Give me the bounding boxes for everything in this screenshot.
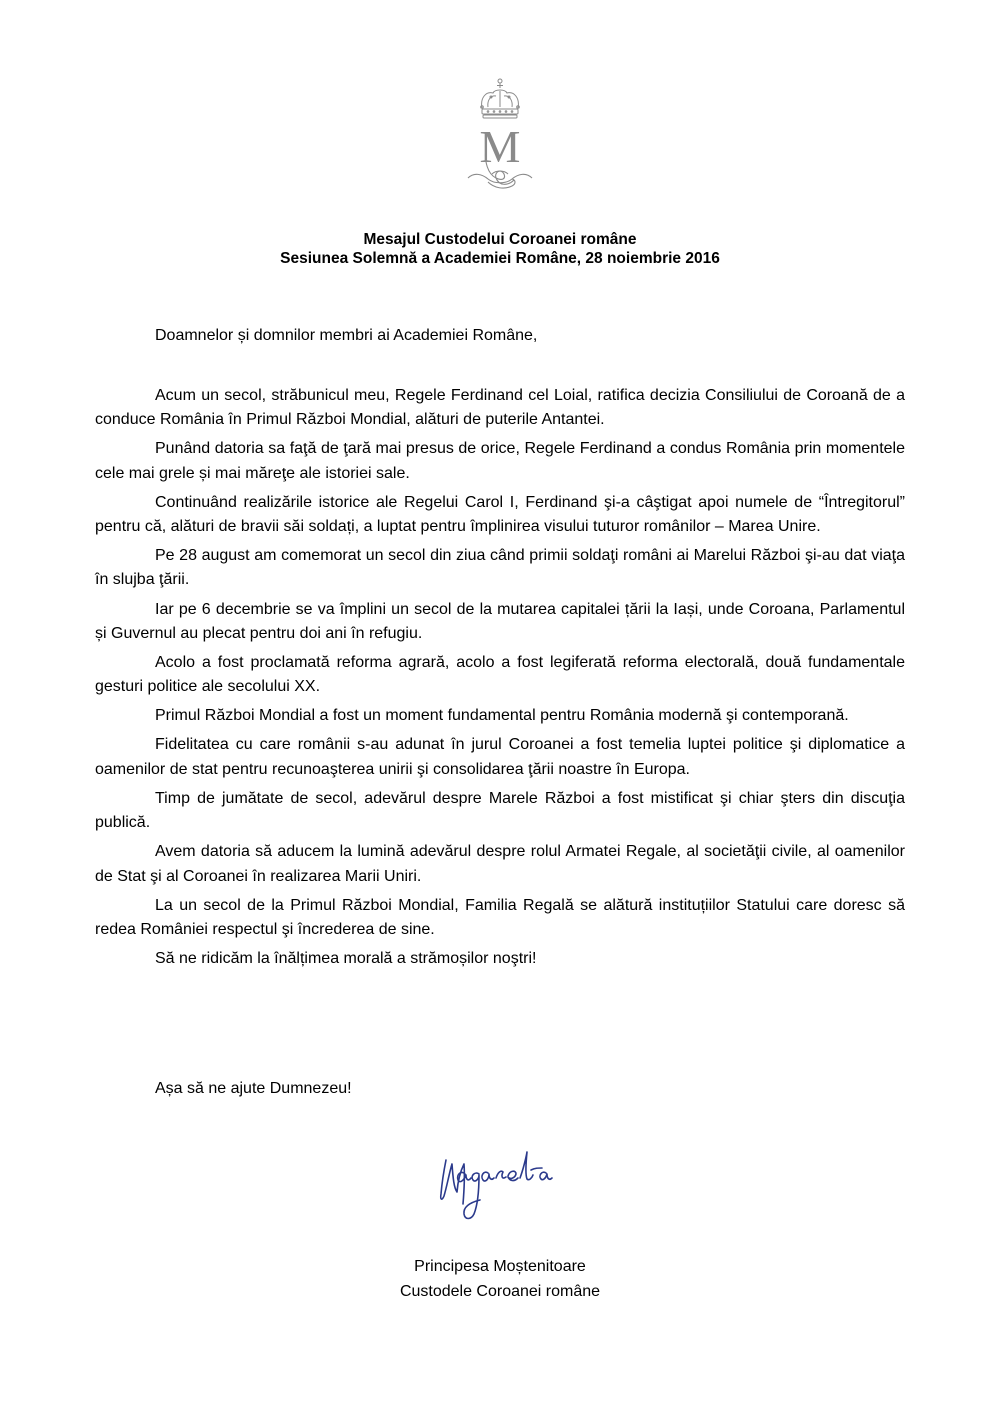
salutation: Doamnelor și domnilor membri ai Academiei Române, (155, 327, 538, 344)
paragraph: Fidelitatea cu care românii s-au adunat în jurul Coroanei a fost temelia luptei politice şi diplomatice a oamenilor de stat pentru recunoaşterea unirii şi consolidarea ţării noastre în Europa. (95, 736, 905, 778)
paragraph: Să ne ridicăm la înălțimea morală a strămoșilor noştri! (155, 950, 537, 967)
signatory-title: Principesa Moștenitoare (414, 1258, 586, 1275)
paragraph: Pe 28 august am comemorat un secol din ziua când primii soldaţi români ai Marelui Război şi-au dat viaţa în slujba ţării. (95, 547, 905, 589)
document-header (0, 230, 1000, 268)
signatory-role: Custodele Coroanei române (399, 1282, 601, 1300)
paragraph: Primul Război Mondial a fost un moment fundamental pentru România modernă şi contemporană. (155, 707, 849, 725)
handwritten-signature (432, 1148, 582, 1228)
paragraph: La un secol de la Primul Război Mondial, Familia Regală se alătură instituțiilor Statului care doresc să redea României respectul şi încrederea de sine. (95, 896, 905, 938)
paragraph: Acum un secol, străbunicul meu, Regele Ferdinand cel Loial, ratifica decizia Consiliului de Coroană de a conduce România în Primul Război Mondial, alături de puterile Antantei. (95, 387, 905, 429)
signatory-block (0, 1255, 1000, 1304)
paragraph: Continuând realizările istorice ale Regelui Carol I, Ferdinand şi-a câştigat apoi numele de “Întregitorul” pentru că, alături de bravii săi soldați, a luptat pentru împlinirea visului tuturor românilor – Marea Unire. (95, 493, 905, 536)
paragraph: Avem datoria să aducem la lumină adevărul despre rolul Armatei Regale, al societăţii civile, al oamenilor de Stat şi al Coroanei în realizarea Marii Uniri. (95, 843, 905, 885)
monogram-letter: M (479, 121, 521, 172)
closing-blessing: Așa să ne ajute Dumnezeu! (155, 1080, 352, 1097)
paragraph: Acolo a fost proclamată reforma agrară, acolo a fost legiferată reforma electorală, două fundamentale gesturi politice ale secolului XX. (95, 653, 905, 696)
paragraph: Timp de jumătate de secol, adevărul despre Marele Război a fost mistificat şi chiar şters din discuţia publică. (95, 789, 905, 832)
header-subtitle: Sesiunea Solemnă a Academiei Române, 28 noiembrie 2016 (280, 250, 720, 267)
paragraph: Iar pe 6 decembrie se va împlini un secol de la mutarea capitalei țării la Iași, unde Coroana, Parlamentul și Guvernul au plecat pentru doi ani în refugiu. (95, 600, 905, 642)
message-body (95, 384, 905, 976)
paragraph: Punând datoria sa faţă de ţară mai presus de orice, Regele Ferdinand a condus România prin momentele cele mai grele și mai măreţe ale istoriei sale. (95, 440, 905, 482)
crown-icon (481, 79, 520, 118)
royal-monogram-emblem (466, 78, 534, 198)
header-title: Mesajul Custodelui Coroanei române (363, 231, 637, 248)
